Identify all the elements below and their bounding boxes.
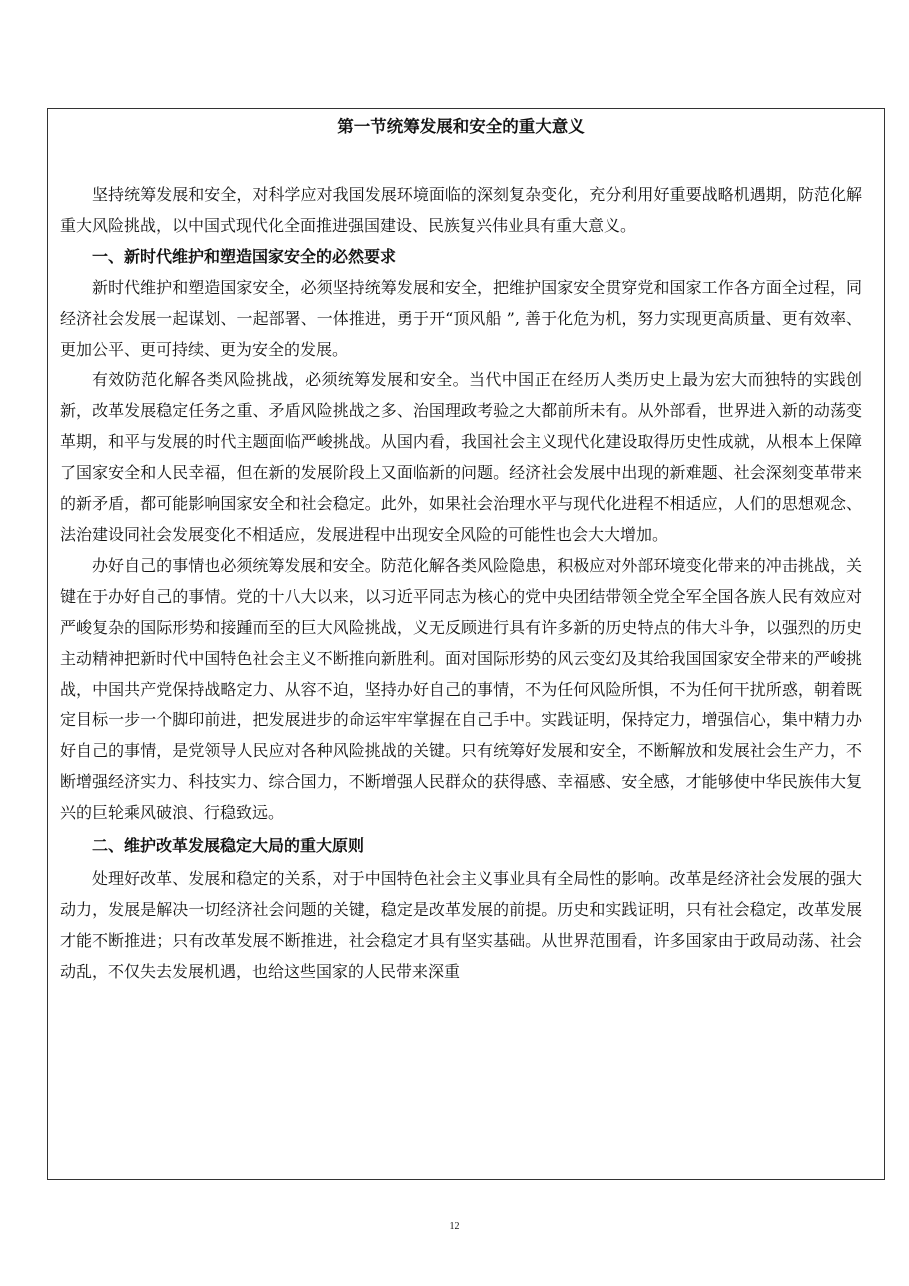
subsection-heading-1: 一、新时代维护和塑造国家安全的必然要求 bbox=[92, 246, 397, 266]
page-number: 12 bbox=[449, 1221, 460, 1232]
paragraph-1-1: 新时代维护和塑造国家安全，必须坚持统筹发展和安全，把维护国家安全贯穿党和国家工作各方面全过程，同经济社会发展一起谋划、一起部署、一体推进，勇于开“顶风船 ”, 善于化危为机，努力实现更高质量、更有效率、更加公平、更可持续、更为安全的发展。 bbox=[60, 277, 862, 359]
title-spacer bbox=[60, 142, 862, 180]
paragraph-1-2: 有效防范化解各类风险挑战，必须统筹发展和安全。当代中国正在经历人类历史上最为宏大而独特的实践创新，改革发展稳定任务之重、矛盾风险挑战之多、治国理政考验之大都前所未有。从外部看，世界进入新的动荡变革期，和平与发展的时代主题面临严峻挑战。从国内看，我国社会主义现代化建设取得历史性成就，从根本上保障了国家安全和人民幸福，但在新的发展阶段上又面临新的问题。经济社会发展中出现的新难题、社会深刻变革带来的新矛盾，都可能影响国家安全和社会稳定。此外，如果社会治理水平与现代化进程不相适应，人们的思想观念、法治建设同社会发展变化不相适应，发展进程中出现安全风险的可能性也会大大增加。 bbox=[60, 370, 862, 544]
document-body bbox=[60, 112, 862, 988]
intro-paragraph: 坚持统筹发展和安全，对科学应对我国发展环境面临的深刻复杂变化，充分利用好重要战略机遇期，防范化解重大风险挑战，以中国式现代化全面推进强国建设、民族复兴伟业具有重大意义。 bbox=[60, 185, 862, 235]
subsection-heading-2: 二、维护改革发展稳定大局的重大原则 bbox=[92, 836, 365, 856]
paragraph-1-3: 办好自己的事情也必须统筹发展和安全。防范化解各类风险隐患，积极应对外部环境变化带来的冲击挑战，关键在于办好自己的事情。党的十八大以来，以习近平同志为核心的党中央团结带领全党全军全国各族人民有效应对严峻复杂的国际形势和接踵而至的巨大风险挑战，义无反顾进行具有许多新的历史特点的伟大斗争，以强烈的历史主动精神把新时代中国特色社会主义不断推向新胜利。面对国际形势的风云变幻及其给我国国家安全带来的严峻挑战，中国共产党保持战略定力、从容不迫，坚持办好自己的事情，不为任何风险所惧，不为任何干扰所惑，朝着既定目标一步一个脚印前进，把发展进步的命运牢牢掌握在自己手中。实践证明，保持定力，增强信心，集中精力办好自己的事情，是党领导人民应对各种风险挑战的关键。只有统筹好发展和安全，不断解放和发展社会生产力，不断增强经济实力、科技实力、综合国力，不断增强人民群众的获得感、幸福感、安全感，才能够使中华民族伟大复兴的巨轮乘风破浪、行稳致远。 bbox=[60, 555, 862, 823]
paragraph-2-1: 处理好改革、发展和稳定的关系，对于中国特色社会主义事业具有全局性的影响。改革是经济社会发展的强大动力，发展是解决一切经济社会问题的关键，稳定是改革发展的前提。历史和实践证明，只有社会稳定，改革发展才能不断推进；只有改革发展不断推进，社会稳定才具有坚实基础。从世界范围看，许多国家由于政局动荡、社会动乱，不仅失去发展机遇，也给这些国家的人民带来深重 bbox=[60, 868, 862, 981]
section-title: 第一节统筹发展和安全的重大意义 bbox=[337, 117, 585, 136]
